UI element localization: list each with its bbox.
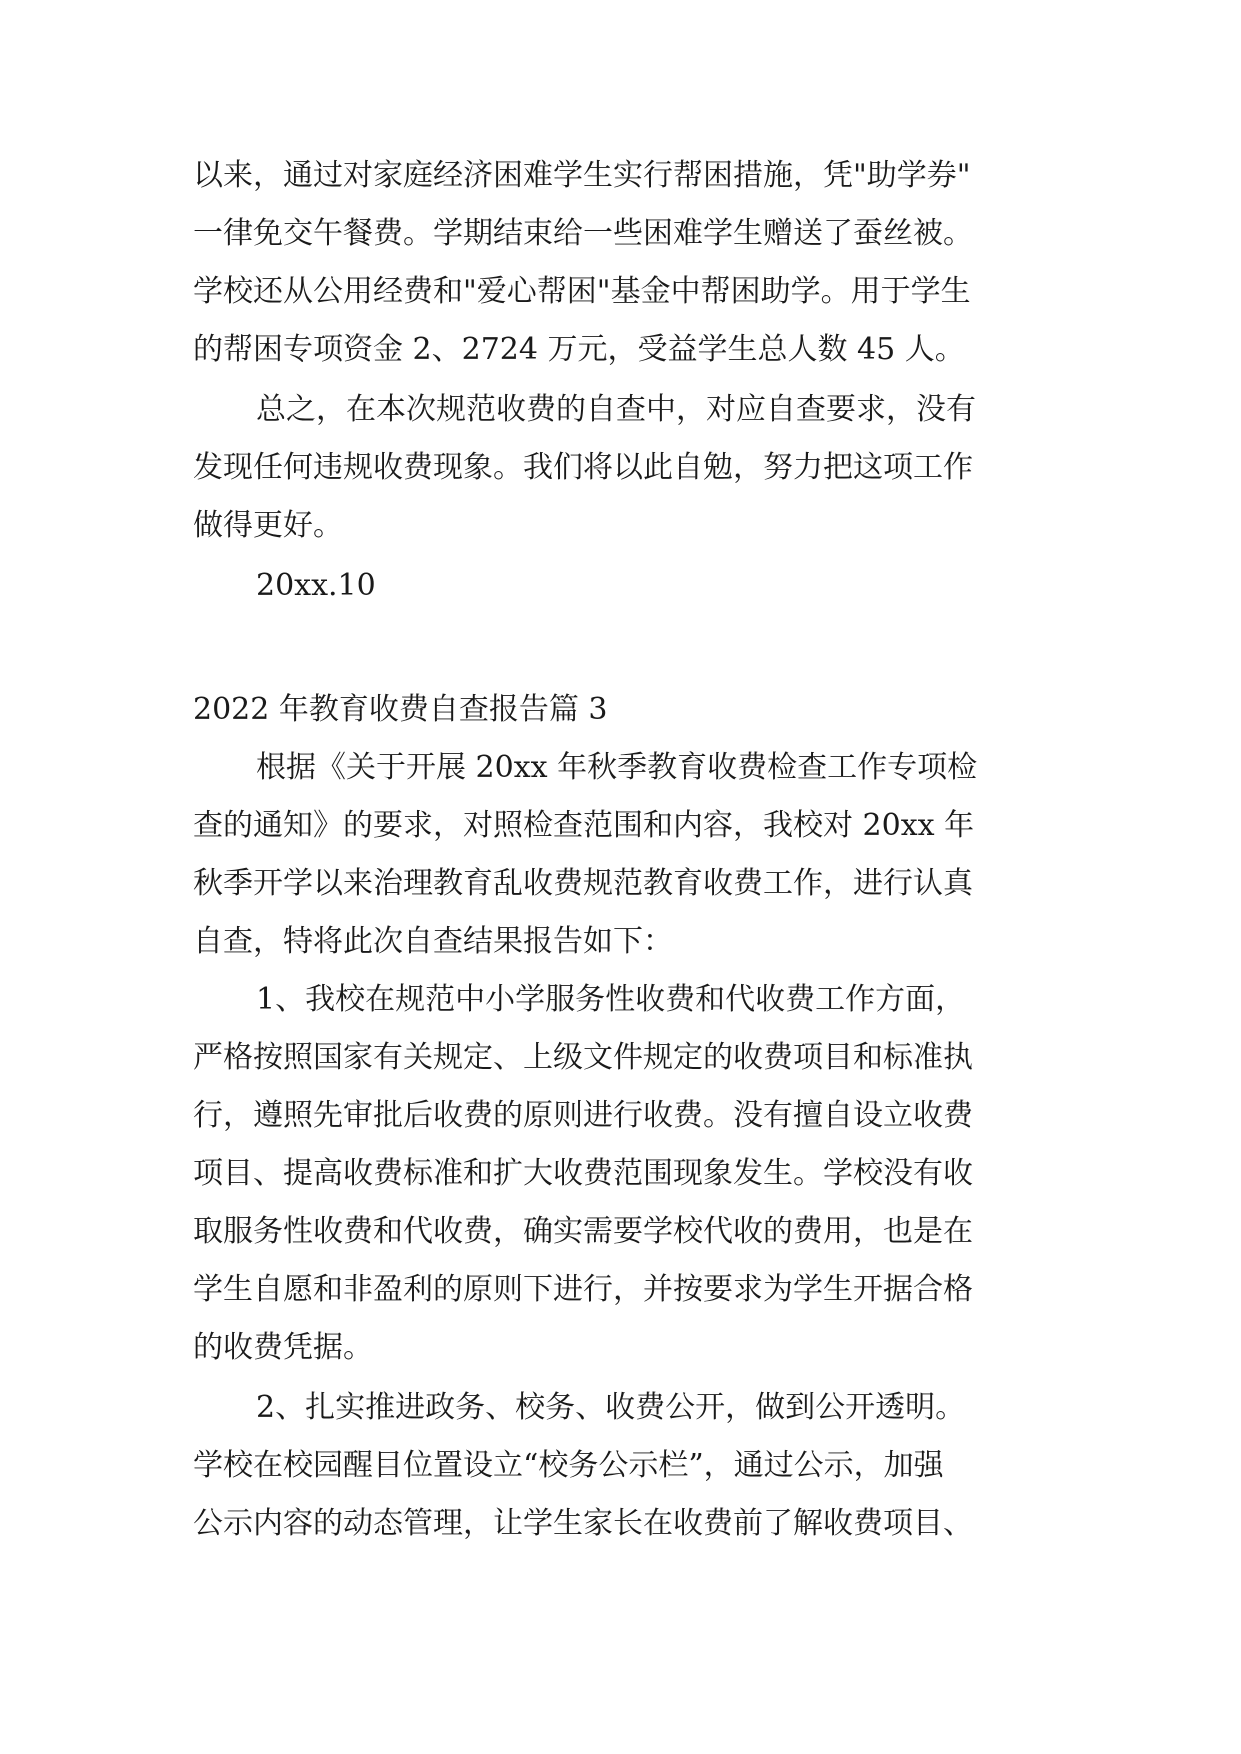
paragraph-3-line-3: 秋季开学以来治理教育乱收费规范教育收费工作，进行认真 — [193, 866, 973, 901]
paragraph-4-line-2: 严格按照国家有关规定、上级文件规定的收费项目和标准执 — [193, 1040, 973, 1075]
paragraph-5-line-2: 学校在校园醒目位置设立“校务公示栏”，通过公示，加强 — [193, 1448, 944, 1483]
paragraph-1-line-2: 一律免交午餐费。学期结束给一些困难学生赠送了蚕丝被。 — [193, 216, 973, 251]
section-title: 2022 年教育收费自查报告篇 3 — [193, 692, 608, 727]
document-date: 20xx.10 — [256, 568, 376, 603]
paragraph-2-line-3: 做得更好。 — [193, 508, 343, 543]
paragraph-4-line-3: 行，遵照先审批后收费的原则进行收费。没有擅自设立收费 — [193, 1098, 973, 1133]
paragraph-2-line-1: 总之，在本次规范收费的自查中，对应自查要求，没有 — [256, 392, 976, 427]
paragraph-1-line-1: 以来，通过对家庭经济困难学生实行帮困措施，凭"助学券" — [193, 158, 971, 193]
paragraph-4-line-1: 1、我校在规范中小学服务性收费和代收费工作方面， — [256, 982, 966, 1017]
paragraph-1-line-3: 学校还从公用经费和"爱心帮困"基金中帮困助学。用于学生 — [193, 274, 971, 309]
paragraph-4-line-6: 学生自愿和非盈利的原则下进行，并按要求为学生开据合格 — [193, 1272, 973, 1307]
paragraph-5-line-3: 公示内容的动态管理，让学生家长在收费前了解收费项目、 — [193, 1506, 973, 1541]
paragraph-3-line-4: 自查，特将此次自查结果报告如下： — [193, 924, 673, 959]
paragraph-4-line-5: 取服务性收费和代收费，确实需要学校代收的费用，也是在 — [193, 1214, 973, 1249]
paragraph-2-line-2: 发现任何违规收费现象。我们将以此自勉，努力把这项工作 — [193, 450, 973, 485]
paragraph-4-line-4: 项目、提高收费标准和扩大收费范围现象发生。学校没有收 — [193, 1156, 973, 1191]
paragraph-3-line-2: 查的通知》的要求，对照检查范围和内容，我校对 20xx 年 — [193, 808, 975, 843]
paragraph-1-line-4: 的帮困专项资金 2、2724 万元，受益学生总人数 45 人。 — [193, 332, 965, 367]
paragraph-4-line-7: 的收费凭据。 — [193, 1330, 373, 1365]
paragraph-5-line-1: 2、扎实推进政务、校务、收费公开，做到公开透明。 — [256, 1390, 966, 1425]
paragraph-3-line-1: 根据《关于开展 20xx 年秋季教育收费检查工作专项检 — [256, 750, 978, 785]
